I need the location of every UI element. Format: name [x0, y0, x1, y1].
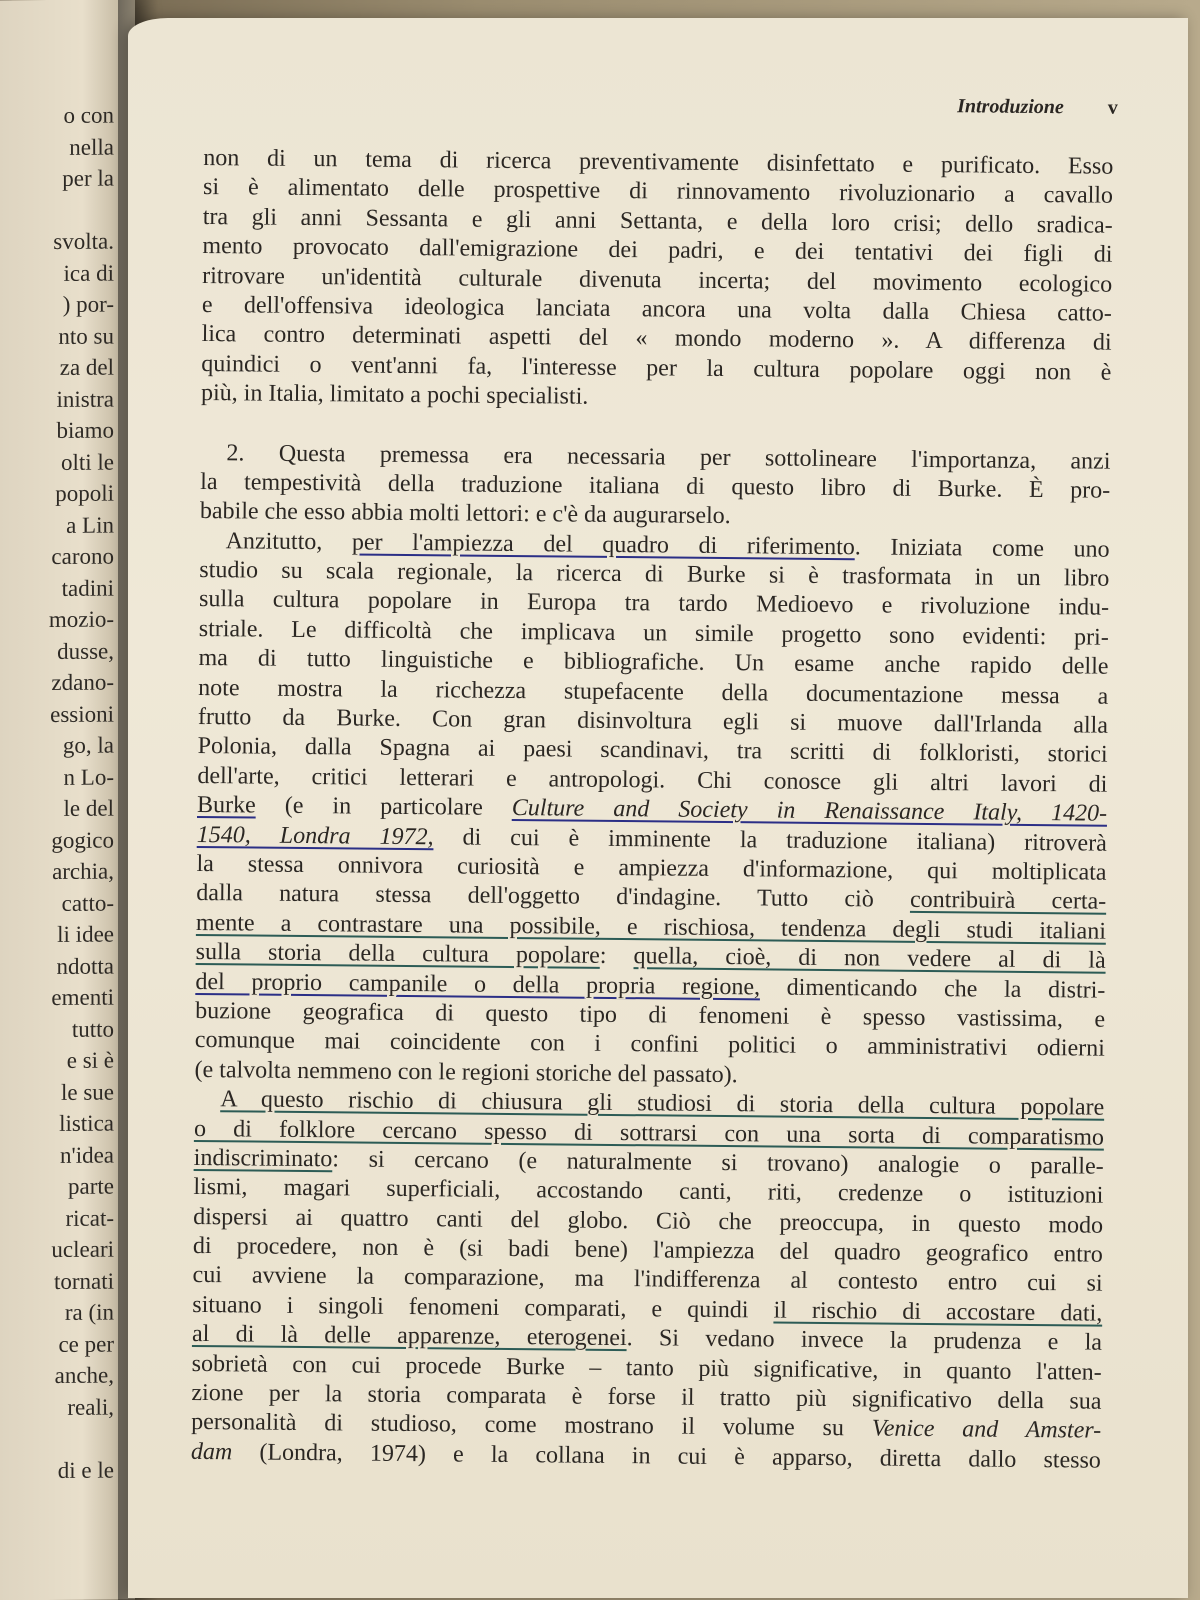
text-segment: dam: [190, 1438, 233, 1466]
underlined-text: Culture and Society in Renaissance Italy, 1420-: [511, 795, 1108, 827]
left-page-fragment: li idee: [57, 921, 114, 947]
text-segment: dispersi ai quattro canti del globo. Ciò che preoccupa, in questo modo: [193, 1203, 1104, 1239]
left-page-fragment: za del: [59, 354, 114, 380]
left-page-fragment: a Lin: [66, 512, 114, 538]
text-segment: . Iniziata come uno: [854, 533, 1110, 563]
text-segment: Venice and Amster-: [871, 1415, 1102, 1445]
left-page-fragment: anche,: [54, 1362, 114, 1388]
left-page-fragment: olti le: [60, 449, 114, 475]
left-page-fragment: parte: [68, 1173, 114, 1199]
left-page-fragment: nella: [69, 134, 114, 160]
underlined-text: sulla storia della cultura popolare: [195, 939, 600, 969]
paragraph: [194, 527, 1109, 1094]
text-segment: striale. Le difficoltà che implicava un simile progetto sono evidenti: pri-: [198, 615, 1109, 651]
text-segment: dimenticando che la distri-: [759, 973, 1106, 1004]
text-segment: note mostra la ricchezza stupefacente della documentazione messa a: [198, 674, 1109, 710]
left-page-fragment: popoli: [55, 480, 114, 506]
text-segment: più, in Italia, limitato a pochi specialisti.: [200, 380, 589, 410]
left-page-fragment: per la: [62, 165, 114, 191]
underlined-text: quella, cioè, di non vedere al di là: [633, 943, 1106, 974]
text-segment: e dell'offensiva ideologica lanciata ancora una volta dalla Chiesa catto-: [201, 291, 1113, 327]
left-page-fragment: archia,: [52, 858, 114, 884]
text-segment: la stessa onnivora curiosità e ampiezza d'informazione, qui moltiplicata: [196, 850, 1107, 886]
left-page-fragment: biamo: [56, 417, 114, 443]
page-content: [190, 88, 1118, 1474]
right-page: [128, 18, 1188, 1598]
left-page-fragment: mozio-: [48, 606, 114, 632]
left-page-fragment: tadini: [61, 575, 114, 601]
text-segment: ritrovare un'identità culturale divenuta incerta; del movimento ecologico: [202, 262, 1113, 298]
left-page-fragment: [0, 194, 120, 226]
text-segment: buzione geografica di questo tipo di fenomeni è spesso vastissima, e: [195, 997, 1106, 1033]
body-text: [191, 144, 1114, 1476]
left-page-fragment: ce per: [58, 1331, 114, 1357]
text-segment: sobrietà con cui procede Burke – tanto più significative, in quanto l'atten-: [191, 1350, 1102, 1386]
left-page-fragment: zdano-: [51, 669, 114, 695]
left-page-fragment: n Lo-: [63, 764, 114, 790]
left-page-fragment: inistra: [56, 386, 114, 412]
text-segment: Anzitutto,: [225, 527, 353, 556]
left-page-fragment: ndotta: [56, 953, 114, 979]
page-number: v: [1107, 96, 1118, 119]
left-page-fragment: nto su: [58, 323, 114, 349]
underlined-text: del proprio campanile o della propria regione,: [195, 968, 761, 1000]
text-segment: dalla natura stessa dell'oggetto d'indagine. Tutto ciò: [196, 880, 911, 914]
text-segment: si è alimentato delle prospettive di rinnovamento rivoluzionario a cavallo: [202, 174, 1114, 210]
left-page-edge: [0, 0, 135, 1600]
underlined-text: per l'ampiezza del quadro di riferimento: [351, 529, 855, 560]
text-segment: lica contro determinati aspetti del « mondo moderno ». A differenza di: [201, 321, 1112, 357]
left-page-fragment: gogico: [51, 827, 114, 853]
text-segment: lismi, magari superficiali, accostando canti, riti, credenze o istituzioni: [193, 1174, 1104, 1209]
left-page-fragment: listica: [59, 1110, 114, 1136]
left-page-fragment: ra (in: [64, 1299, 114, 1325]
left-page-fragment: di e le: [57, 1457, 114, 1483]
underlined-text: Burke: [196, 792, 256, 819]
text-segment: (Londra, 1974) e la collana in cui è apparso, diretta dallo stesso: [232, 1439, 1101, 1474]
text-segment: mento provocato dall'emigrazione dei padri, e dei tentativi dei figli di: [202, 233, 1113, 268]
text-segment: ma di tutto linguistiche e bibliografiche. Un esame anche rapido delle: [198, 645, 1109, 680]
underlined-text: al di là delle apparenze, eterogenei: [191, 1321, 627, 1352]
left-page-fragment: go, la: [62, 732, 114, 758]
text-segment: comunque mai coincidente con i confini politici o amministrativi odierni: [194, 1027, 1105, 1063]
text-segment: di procedere, non è (si badi bene) l'ampiezza del quadro geografico entro: [192, 1233, 1103, 1268]
text-segment: Polonia, dalla Spagna ai paesi scandinavi, tra scritti di folkloristi, storici: [197, 733, 1108, 769]
text-segment: dell'arte, critici letterari e antropologi. Chi conosce gli altri lavori di: [197, 762, 1108, 798]
left-page-fragment: [0, 1422, 120, 1454]
left-page-text-fragments: [0, 99, 120, 1486]
left-page-fragment: carono: [51, 543, 114, 569]
text-segment: 2. Questa premessa era necessaria per sottolineare l'importanza, anzi: [226, 439, 1111, 475]
left-page-fragment: ementi: [51, 984, 114, 1010]
text-segment: . Si vedano invece la prudenza e la: [626, 1325, 1103, 1356]
left-page-fragment: ucleari: [51, 1236, 114, 1262]
text-segment: sulla cultura popolare in Europa tra tardo Medioevo e rivoluzione indu-: [198, 586, 1110, 622]
underlined-text: 1540, Londra 1972,: [196, 821, 434, 850]
text-segment: tra gli anni Sessanta e gli anni Settanta, e della loro crisi; dello sradica-: [202, 203, 1113, 239]
text-segment: (e in particolare: [255, 792, 512, 822]
underlined-text: contribuirà certa-: [909, 887, 1107, 916]
left-page-fragment: catto-: [61, 890, 114, 916]
underlined-text: il rischio di accostare dati,: [773, 1297, 1103, 1327]
text-segment: studio su scala regionale, la ricerca di Burke si è trasformata in un libro: [199, 557, 1110, 592]
underlined-text: A questo rischio di chiusura gli studiosi di storia della cultura popolare: [220, 1086, 1105, 1121]
left-page-fragment: ) por-: [62, 291, 114, 317]
left-page-fragment: essioni: [50, 701, 114, 727]
text-segment: babile che esso abbia molti lettori: e c'è da augurarselo.: [199, 498, 731, 530]
text-segment: (e talvolta nemmeno con le regioni storiche del passato).: [194, 1056, 738, 1088]
text-segment: la tempestività della traduzione italiana di questo libro di Burke. È pro-: [200, 468, 1111, 504]
underlined-text: indiscriminato: [193, 1144, 333, 1173]
left-page-fragment: le del: [63, 795, 114, 821]
left-page-fragment: ica di: [63, 260, 114, 286]
underlined-text: o di folklore cercano spesso di sottrarsi con una sorta di comparatismo: [193, 1115, 1105, 1151]
text-segment: : si cercano (e naturalmente si trovano) analogie o paralle-: [332, 1146, 1104, 1180]
left-page-fragment: svolta.: [53, 228, 114, 254]
left-page-fragment: dusse,: [57, 638, 114, 664]
left-page-fragment: n'idea: [60, 1142, 114, 1168]
text-segment: zione per la storia comparata è forse il tratto più significativo della sua: [191, 1379, 1102, 1415]
text-segment: non di un tema di ricerca preventivamente disinfettato e purificato. Esso: [203, 144, 1114, 180]
left-page-fragment: e si è: [66, 1047, 114, 1073]
text-segment: personalità di studioso, come mostrano il volume su: [191, 1409, 872, 1442]
text-segment: cui avviene la comparazione, ma l'indifferenza al contesto entro cui si: [192, 1262, 1103, 1298]
paragraph: [191, 1085, 1105, 1476]
running-title: Introduzione: [957, 95, 1064, 119]
left-page-fragment: tutto: [71, 1016, 114, 1042]
text-segment: di cui è imminente la traduzione italiana) ritroverà: [433, 823, 1107, 857]
text-segment: quindici o vent'anni fa, l'interesse per la cultura popolare oggi non è: [201, 350, 1112, 386]
left-page-fragment: le sue: [60, 1079, 114, 1105]
left-page-fragment: tornati: [53, 1268, 114, 1294]
left-page-fragment: reali,: [67, 1394, 114, 1420]
running-head: [957, 95, 1118, 120]
text-segment: frutto da Burke. Con gran disinvoltura egli si muove dall'Irlanda alla: [197, 704, 1109, 739]
left-page-fragment: ricat-: [65, 1205, 114, 1231]
text-segment: :: [599, 942, 634, 970]
paragraph: [201, 144, 1113, 417]
left-page-fragment: o con: [63, 102, 114, 128]
underlined-text: mente a contrastare una possibile, e rischiosa, tendenza degli studi italiani: [195, 909, 1107, 945]
paragraph: [200, 438, 1111, 535]
text-segment: situano i singoli fenomeni comparati, e quindi: [192, 1291, 774, 1324]
